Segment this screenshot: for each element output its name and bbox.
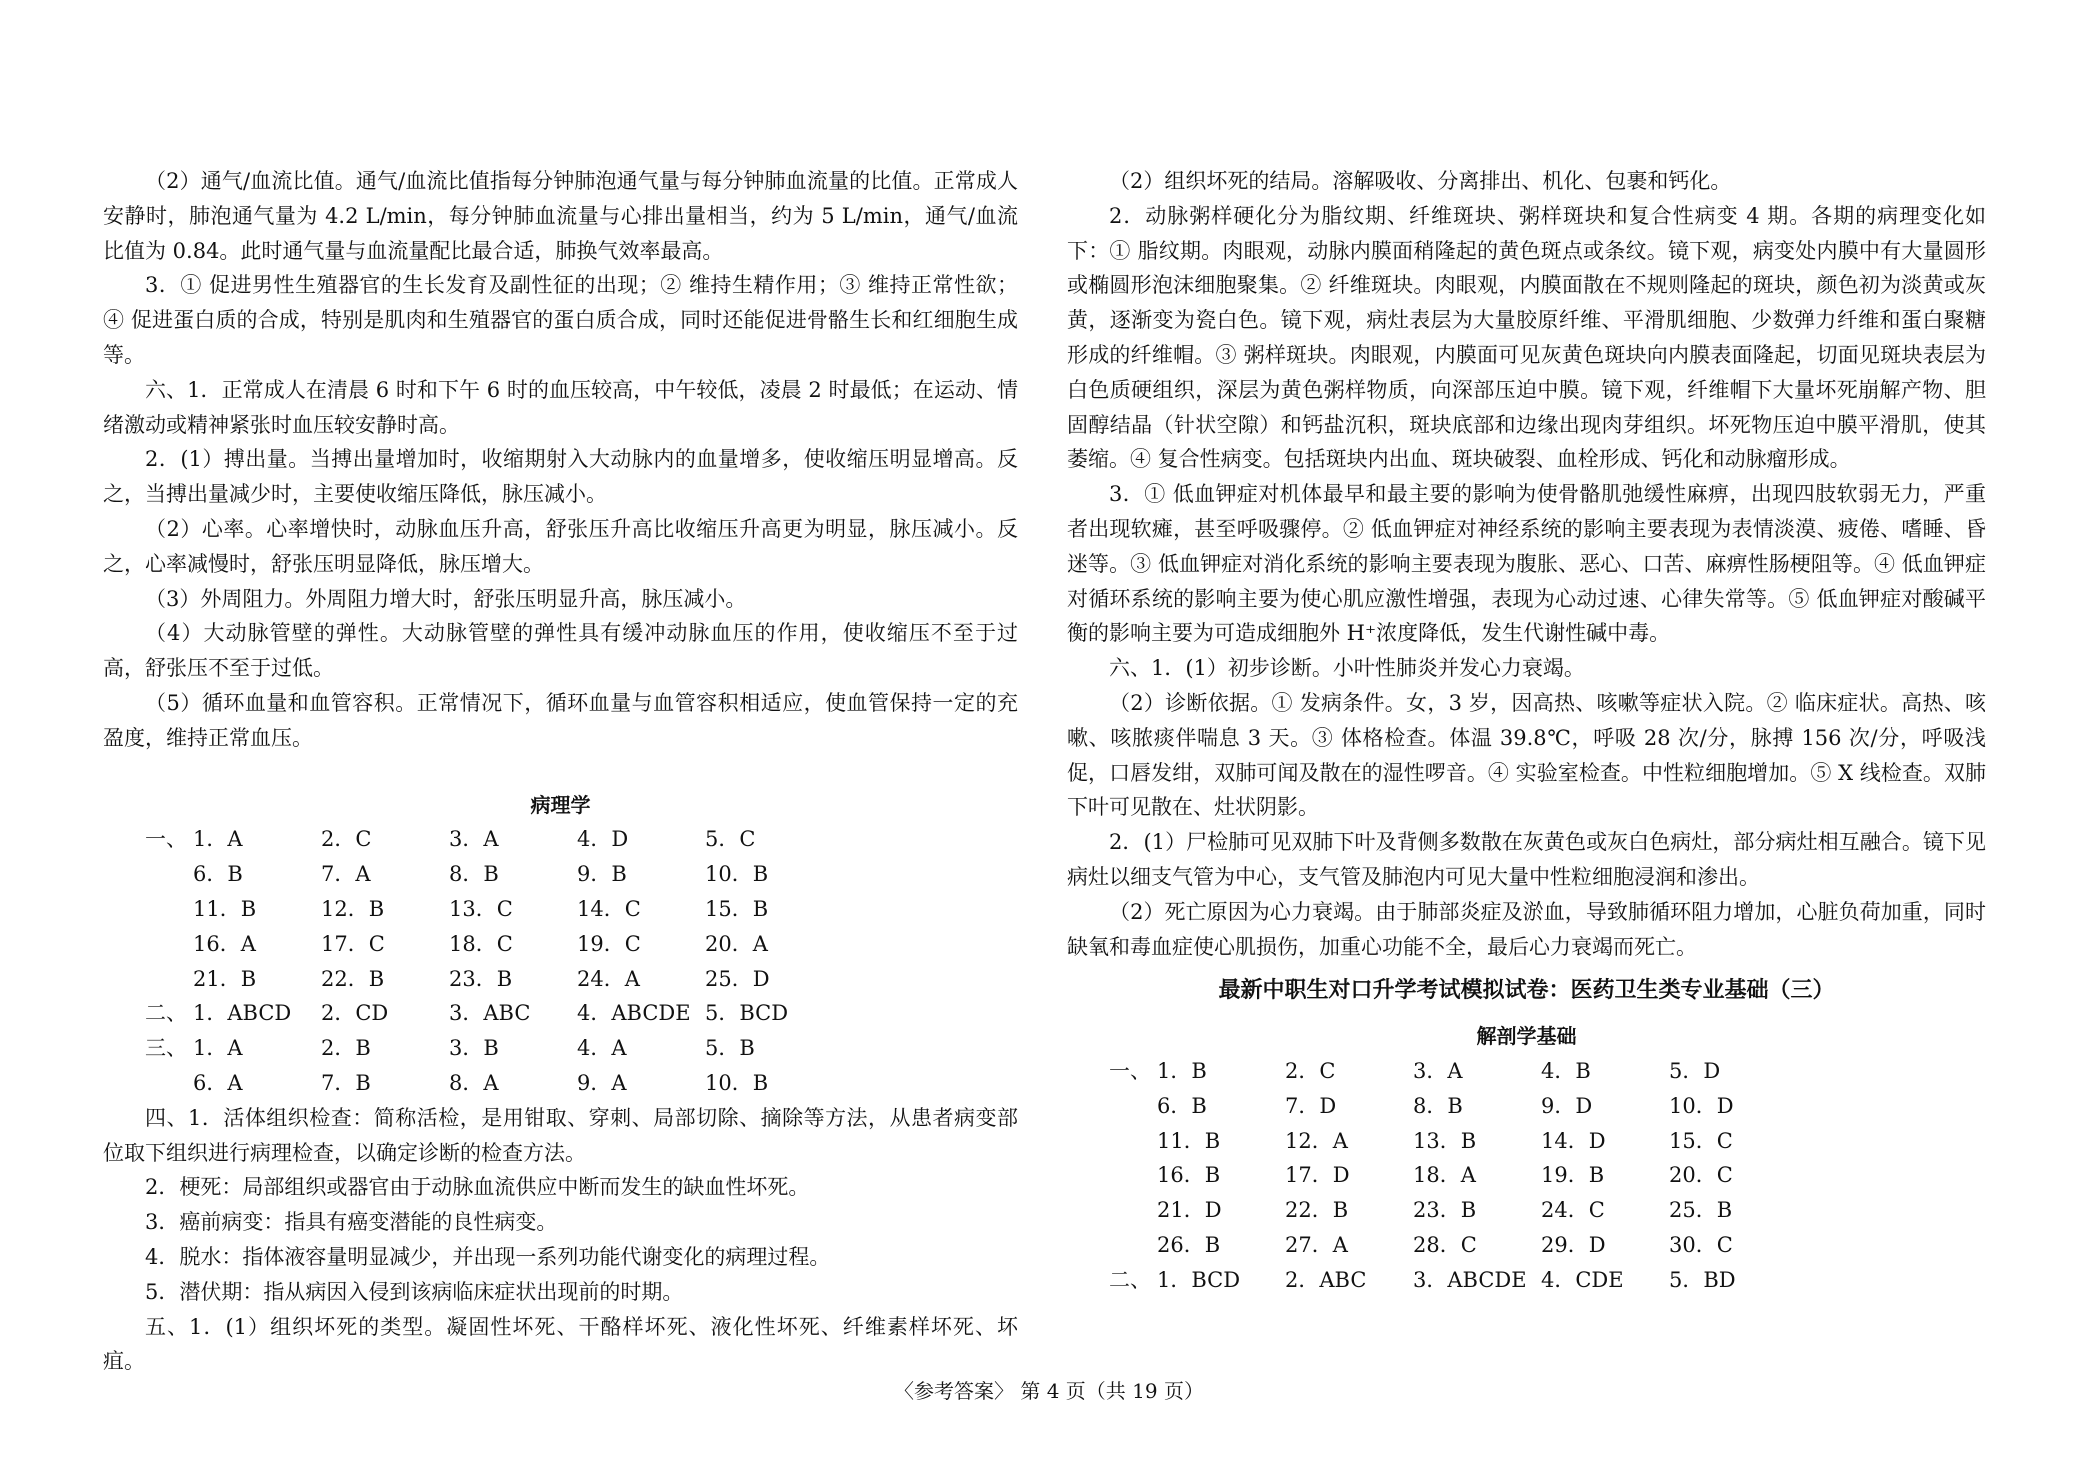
section-label: 三、: [145, 1036, 187, 1061]
answer-cell: 8．B: [1413, 1093, 1463, 1118]
answer-cell: 10．D: [1669, 1093, 1734, 1118]
answer-cell: 8．A: [449, 1070, 499, 1095]
page-footer: 〈参考答案〉 第 4 页（共 19 页）: [894, 1379, 1204, 1403]
answer-cell: 4．A: [577, 1036, 627, 1061]
section-label: 一、: [1109, 1058, 1151, 1083]
section-label: [1109, 1089, 1157, 1124]
answer-cell: 20．C: [1669, 1163, 1733, 1188]
answer-cell: 1．B: [1157, 1058, 1207, 1083]
anatomy-title: 解剖学基础: [1476, 1024, 1577, 1049]
answer-row: [1067, 1124, 1986, 1159]
answer-cell: 16．A: [193, 931, 256, 956]
answer-cell: 5．D: [1669, 1058, 1721, 1083]
answer-row: [1067, 1089, 1986, 1124]
section-label: 二、: [145, 1001, 187, 1026]
section-label: [1109, 1228, 1157, 1263]
answer-cell: 2．B: [321, 1036, 371, 1061]
pathology-answer-grid: [103, 822, 1018, 1100]
answer-cell: 1．ABCD: [193, 1001, 292, 1026]
answer-cell: 24．A: [577, 966, 640, 991]
answer-cell: 21．B: [193, 966, 257, 991]
answer-cell: 21．D: [1157, 1198, 1222, 1223]
answer-cell: 25．B: [1669, 1198, 1733, 1223]
section-label: [1109, 1124, 1157, 1159]
answer-cell: 5．B: [705, 1036, 755, 1061]
answer-cell: 29．D: [1541, 1232, 1606, 1257]
answer-cell: 5．BCD: [705, 1001, 789, 1026]
answer-row: [103, 962, 1018, 997]
answer-paragraph: 六、1．正常成人在清晨 6 时和下午 6 时的血压较高，中午较低，凌晨 2 时最低；在运动、情绪激动或精神紧张时血压较安静时高。: [103, 377, 1018, 437]
answer-row: [1067, 1263, 1986, 1298]
left-column: [103, 164, 1018, 1379]
section-label: [145, 1066, 193, 1101]
answer-cell: 14．C: [577, 896, 641, 921]
answer-row: [103, 1066, 1018, 1101]
answer-cell: 10．B: [705, 1070, 769, 1095]
answer-cell: 22．B: [1285, 1198, 1349, 1223]
answer-paragraph: （2）心率。心率增快时，动脉血压升高，舒张压升高比收缩压升高更为明显，脉压减小。反之，心率减慢时，舒张压明显降低，脉压增大。: [103, 516, 1018, 576]
answer-cell: 11．B: [193, 896, 257, 921]
answer-cell: 12．B: [321, 896, 385, 921]
answer-cell: 7．D: [1285, 1093, 1337, 1118]
answer-row: [103, 857, 1018, 892]
answer-cell: 19．C: [577, 931, 641, 956]
answer-cell: 20．A: [705, 931, 768, 956]
anatomy-answer-grid: [1067, 1054, 1986, 1298]
pathology-explanations: [103, 1101, 1018, 1379]
answer-cell: 3．ABC: [449, 1001, 531, 1026]
answer-cell: 4．D: [577, 827, 629, 852]
answer-cell: 3．A: [1413, 1058, 1463, 1083]
answer-cell: 26．B: [1157, 1232, 1221, 1257]
answer-cell: 5．BD: [1669, 1267, 1736, 1292]
answer-paragraph: 2．梗死：局部组织或器官由于动脉血流供应中断而发生的缺血性坏死。: [145, 1175, 810, 1200]
answer-paragraph: 2．(1）搏出量。当搏出量增加时，收缩期射入大动脉内的血量增多，使收缩压明显增高。反之，当搏出量减少时，主要使收缩压降低，脉压减小。: [103, 447, 1018, 507]
answer-cell: 5．C: [705, 827, 756, 852]
answer-cell: 1．A: [193, 1036, 243, 1061]
pathology-explanations-cont: [1067, 164, 1986, 964]
answer-cell: 1．A: [193, 827, 243, 852]
section-label: [1109, 1158, 1157, 1193]
pathology-title: 病理学: [530, 792, 591, 817]
physiology-answers: [103, 164, 1018, 756]
answer-paragraph: 3．① 低血钾症对机体最早和最主要的影响为使骨骼肌弛缓性麻痹，出现四肢软弱无力，严重者出现软瘫，甚至呼吸骤停。② 低血钾症对神经系统的影响主要表现为表情淡漠、疲倦、嗜睡、昏迷等。③ 低血钾症对消化系统的影响主要表现为腹胀、恶心、口苦、麻痹性肠梗阻等。④ 低血钾症对循环系统的影响主要为使心肌应激性增强，表现为心动过速、心律失常等。⑤ 低血钾症对酸碱平衡的影响主要为可造成细胞外 H⁺浓度降低，发生代谢性碱中毒。: [1067, 482, 1986, 646]
answer-paragraph: 六、1．(1）初步诊断。小叶性肺炎并发心力衰竭。: [1109, 656, 1585, 681]
answer-cell: 11．B: [1157, 1128, 1221, 1153]
section-label: [1109, 1193, 1157, 1228]
answer-cell: 2．ABC: [1285, 1267, 1367, 1292]
answer-cell: 7．A: [321, 862, 371, 887]
answer-cell: 18．C: [449, 931, 513, 956]
answer-paragraph: （2）诊断依据。① 发病条件。女，3 岁，因高热、咳嗽等症状入院。② 临床症状。高热、咳嗽、咳脓痰伴喘息 3 天。③ 体格检查。体温 39.8℃，呼吸 28 次/分，脉搏 156 次/分，呼吸浅促，口唇发绀，双肺可闻及散在的湿性啰音。④ 实验室检查。中性粒细胞增加。⑤ X 线检查。双肺下叶可见散在、灶状阴影。: [1067, 690, 1986, 820]
section-label: [145, 892, 193, 927]
answer-cell: 3．A: [449, 827, 499, 852]
answer-cell: 2．C: [321, 827, 372, 852]
answer-paragraph: （4）大动脉管壁的弹性。大动脉管壁的弹性具有缓冲动脉血压的作用，使收缩压不至于过高，舒张压不至于过低。: [103, 621, 1018, 681]
section-label: 二、: [1109, 1267, 1151, 1292]
answer-cell: 2．C: [1285, 1058, 1336, 1083]
answer-paragraph: 四、1．活体组织检查：简称活检，是用钳取、穿刺、局部切除、摘除等方法，从患者病变部位取下组织进行病理检查，以确定诊断的检查方法。: [103, 1105, 1018, 1165]
answer-cell: 1．BCD: [1157, 1267, 1241, 1292]
answer-cell: 24．C: [1541, 1198, 1605, 1223]
answer-cell: 4．CDE: [1541, 1267, 1624, 1292]
answer-cell: 9．D: [1541, 1093, 1593, 1118]
section-label: 一、: [145, 827, 187, 852]
answer-cell: 4．B: [1541, 1058, 1591, 1083]
answer-cell: 6．B: [1157, 1093, 1207, 1118]
answer-cell: 23．B: [449, 966, 513, 991]
answer-cell: 6．A: [193, 1070, 243, 1095]
answer-cell: 15．C: [1669, 1128, 1733, 1153]
answer-paragraph: 5．潜伏期：指从病因入侵到该病临床症状出现前的时期。: [145, 1279, 684, 1304]
answer-row: [103, 996, 1018, 1031]
answer-cell: 2．CD: [321, 1001, 389, 1026]
section-label: [145, 927, 193, 962]
answer-cell: 8．B: [449, 862, 499, 887]
answer-cell: 7．B: [321, 1070, 371, 1095]
answer-paragraph: （5）循环血量和血管容积。正常情况下，循环血量与血管容积相适应，使血管保持一定的充盈度，维持正常血压。: [103, 690, 1018, 750]
section-label: [145, 857, 193, 892]
answer-paragraph: 3．① 促进男性生殖器官的生长发育及副性征的出现；② 维持生精作用；③ 维持正常性欲；④ 促进蛋白质的合成，特别是肌肉和生殖器官的蛋白质合成，同时还能促进骨骼生长和红细胞生成等。: [103, 273, 1018, 367]
answer-row: [1067, 1193, 1986, 1228]
answer-cell: 22．B: [321, 966, 385, 991]
answer-cell: 9．A: [577, 1070, 627, 1095]
answer-cell: 9．B: [577, 862, 627, 887]
answer-cell: 6．B: [193, 862, 243, 887]
answer-cell: 23．B: [1413, 1198, 1477, 1223]
right-column: [1067, 164, 1986, 1298]
answer-cell: 15．B: [705, 896, 769, 921]
answer-row: [1067, 1158, 1986, 1193]
answer-cell: 17．D: [1285, 1163, 1350, 1188]
answer-cell: 12．A: [1285, 1128, 1348, 1153]
answer-cell: 13．B: [1413, 1128, 1477, 1153]
answer-cell: 25．D: [705, 966, 770, 991]
answer-cell: 3．ABCDE: [1413, 1267, 1527, 1292]
answer-cell: 13．C: [449, 896, 513, 921]
answer-cell: 27．A: [1285, 1232, 1348, 1257]
answer-cell: 17．C: [321, 931, 385, 956]
answer-paragraph: （2）组织坏死的结局。溶解吸收、分离排出、机化、包裹和钙化。: [1109, 169, 1732, 193]
answer-cell: 18．A: [1413, 1163, 1476, 1188]
answer-cell: 30．C: [1669, 1232, 1733, 1257]
answer-cell: 14．D: [1541, 1128, 1606, 1153]
answer-cell: 16．B: [1157, 1163, 1221, 1188]
answer-row: [103, 1031, 1018, 1066]
answer-paragraph: 五、1．(1）组织坏死的类型。凝固性坏死、干酪样坏死、液化性坏死、纤维素样坏死、坏疽。: [103, 1314, 1018, 1374]
answer-row: [103, 927, 1018, 962]
answer-paragraph: （3）外周阻力。外周阻力增大时，舒张压明显升高，脉压减小。: [145, 586, 747, 611]
answer-row: [103, 892, 1018, 927]
section-label: [145, 962, 193, 997]
answer-paragraph: （2）死亡原因为心力衰竭。由于肺部炎症及淤血，导致肺循环阻力增加，心脏负荷加重，同时缺氧和毒血症使心肌损伤，加重心功能不全，最后心力衰竭而死亡。: [1067, 899, 1986, 959]
answer-paragraph: 2．动脉粥样硬化分为脂纹期、纤维斑块、粥样斑块和复合性病变 4 期。各期的病理变化如下：① 脂纹期。肉眼观，动脉内膜面稍隆起的黄色斑点或条纹。镜下观，病变处内膜中有大量圆形或椭圆形泡沫细胞聚集。② 纤维斑块。肉眼观，内膜面散在不规则隆起的斑块，颜色初为淡黄或灰黄，逐渐变为瓷白色。镜下观，病灶表层为大量胶原纤维、平滑肌细胞、少数弹力纤维和蛋白聚糖形成的纤维帽。③ 粥样斑块。肉眼观，内膜面可见灰黄色斑块向内膜表面隆起，切面见斑块表层为白色质硬组织，深层为黄色粥样物质，向深部压迫中膜。镜下观，纤维帽下大量坏死崩解产物、胆固醇结晶（针状空隙）和钙盐沉积，斑块底部和边缘出现肉芽组织。坏死物压迫中膜平滑肌，使其萎缩。④ 复合性病变。包括斑块内出血、斑块破裂、血栓形成、钙化和动脉瘤形成。: [1067, 203, 1986, 472]
answer-cell: 28．C: [1413, 1232, 1477, 1257]
exam-title: 最新中职生对口升学考试模拟试卷：医药卫生类专业基础（三）: [1218, 978, 1835, 1004]
answer-paragraph: 2．(1）尸检肺可见双肺下叶及背侧多数散在灰黄色或灰白色病灶，部分病灶相互融合。镜下见病灶以细支气管为中心，支气管及肺泡内可见大量中性粒细胞浸润和渗出。: [1067, 830, 1986, 889]
answer-paragraph: （2）通气/血流比值。通气/血流比值指每分钟肺泡通气量与每分钟肺血流量的比值。正常成人安静时，肺泡通气量为 4.2 L/min，每分钟肺血流量与心排出量相当，约为 5 L/min，通气/血流比值为 0.84。此时通气量与血流量配比最合适，肺换气效率最高。: [103, 169, 1018, 263]
answer-row: [103, 822, 1018, 857]
answer-paragraph: 4．脱水：指体液容量明显减少，并出现一系列功能代谢变化的病理过程。: [145, 1244, 831, 1269]
answer-row: [1067, 1054, 1986, 1089]
answer-cell: 3．B: [449, 1036, 499, 1061]
answer-cell: 4．ABCDE: [577, 1001, 691, 1026]
answer-paragraph: 3．癌前病变：指具有癌变潜能的良性病变。: [145, 1210, 558, 1235]
answer-cell: 10．B: [705, 862, 769, 887]
answer-cell: 19．B: [1541, 1163, 1605, 1188]
answer-row: [1067, 1228, 1986, 1263]
